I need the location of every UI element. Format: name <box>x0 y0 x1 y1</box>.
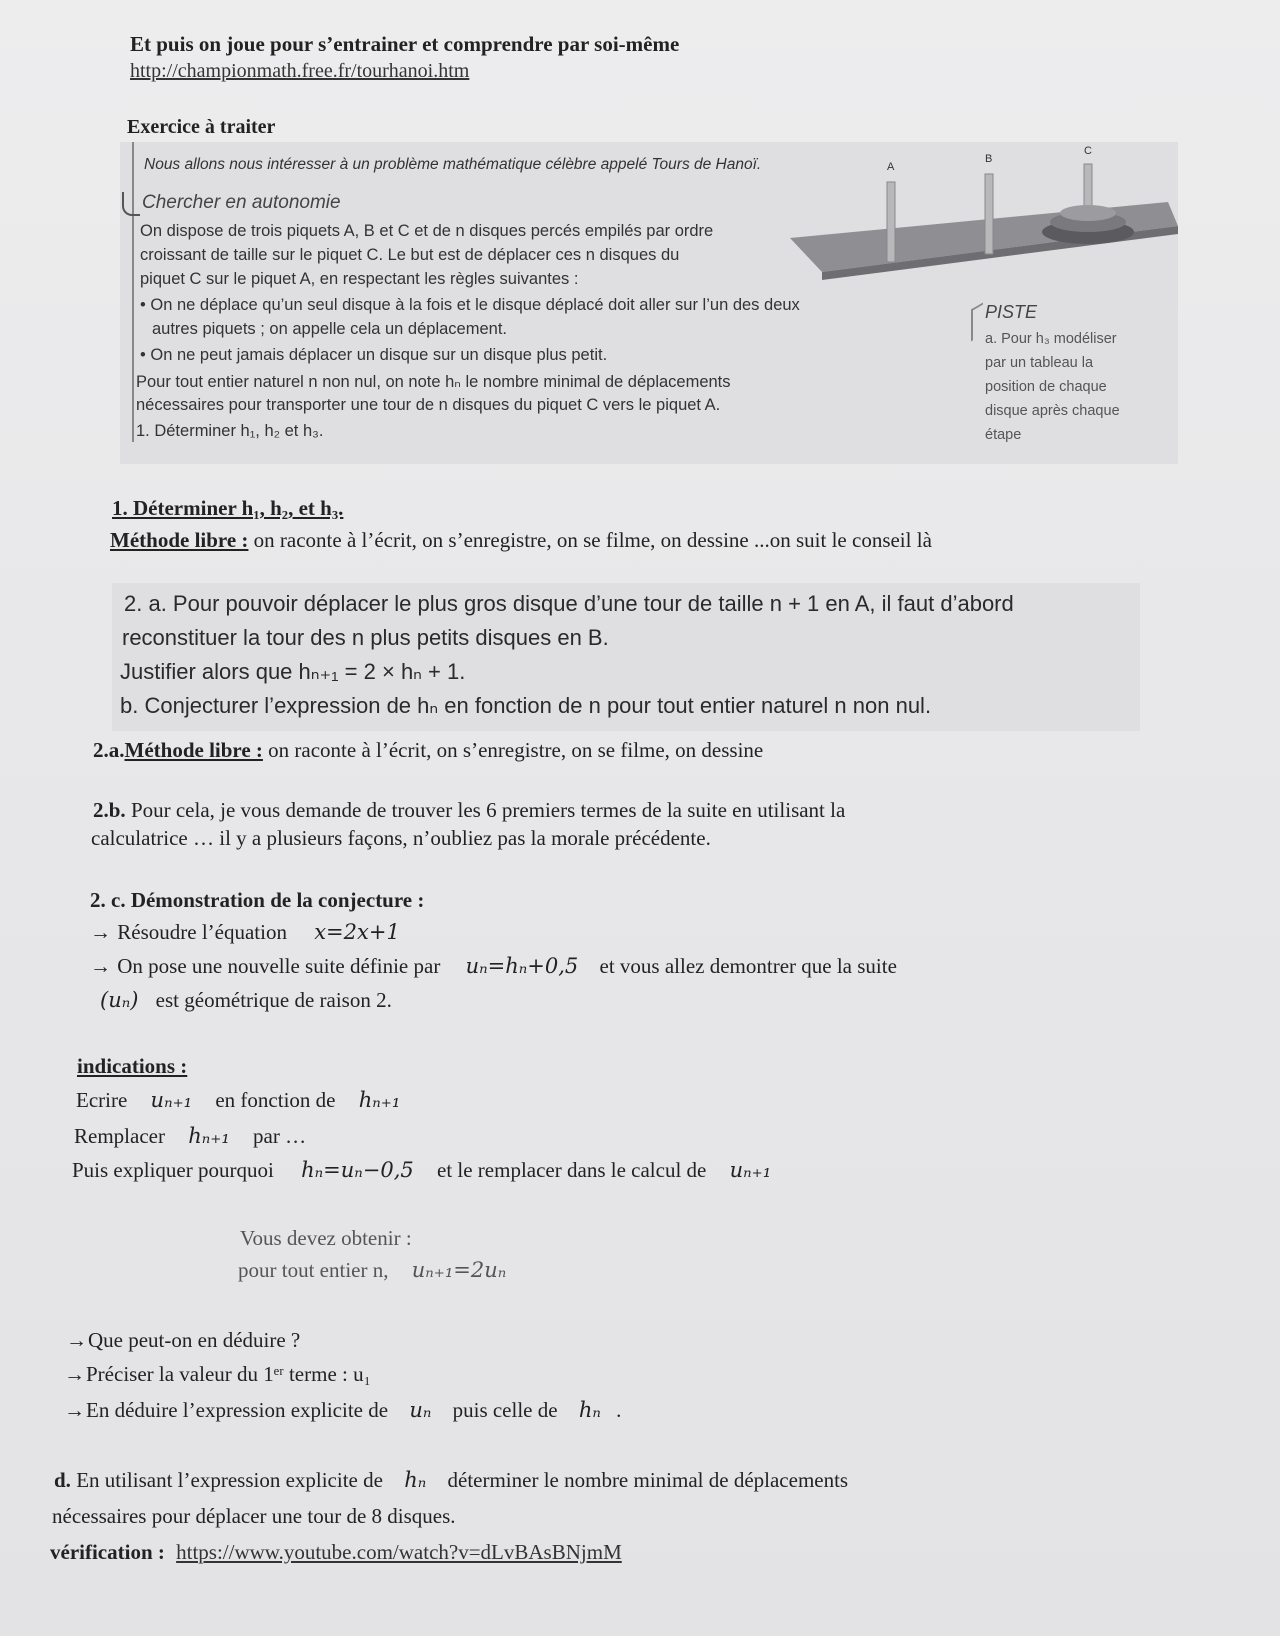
q2c-item-2 <box>90 954 897 979</box>
q1-method-text: on raconte à l’écrit, on s’enregistre, on se filme, on dessine ...on suit le conseil là <box>248 528 932 552</box>
indication-2 <box>74 1124 306 1149</box>
qd-line-1 <box>54 1468 848 1493</box>
disk-small <box>1060 205 1116 221</box>
hanoi-link-line <box>130 60 469 83</box>
conclusion-1-text: Que peut-on en déduire ? <box>88 1328 301 1352</box>
conclusion-3-period: . <box>616 1398 622 1422</box>
q2a-prefix: 2.a. <box>93 738 125 762</box>
indication-3-math: hₙ=uₙ−0,5 <box>301 1158 414 1182</box>
indication-3-math-2: uₙ₊₁ <box>729 1158 772 1182</box>
conclusion-3-text-2: puis celle de <box>452 1398 558 1422</box>
book-rule2: • On ne peut jamais déplacer un disque sur un disque plus petit. <box>140 346 608 364</box>
piste-sidebar <box>985 302 1175 447</box>
q2b-text-1: Pour cela, je vous demande de trouver les 6 premiers termes de la suite en utilisant la <box>125 798 846 822</box>
peg-label-a: A <box>887 161 895 173</box>
arrow-icon: → <box>64 1362 85 1386</box>
indication-3-text-2: et le remplacer dans le calcul de <box>437 1158 707 1182</box>
indication-1-text: Ecrire <box>76 1088 128 1112</box>
arrow-icon: → <box>90 954 111 978</box>
indications-title: indications : <box>77 1054 188 1078</box>
youtube-link[interactable]: https://www.youtube.com/watch?v=dLvBAsBNjmM <box>176 1540 622 1564</box>
qd-text-1: En utilisant l’expression explicite de <box>70 1468 383 1492</box>
q2b-line-2: calculatrice … il y a plusieurs façons, n’oubliez pas la morale précédente. <box>91 826 711 850</box>
section-title: Chercher en autonomie <box>142 192 341 213</box>
expected-result-text: pour tout entier n, <box>238 1258 389 1282</box>
qd-text-2: déterminer le nombre minimal de déplacements <box>447 1468 849 1492</box>
book-rule1-l2: autres piquets ; on appelle cela un déplacement. <box>152 320 507 338</box>
q2c-sequence: (uₙ) <box>100 988 139 1012</box>
indication-2-text-2: par … <box>253 1124 307 1148</box>
q1-title: 1. Déterminer h₁, h₂, et h₃. <box>112 496 344 520</box>
book2-line-1: 2. a. Pour pouvoir déplacer le plus gros disque d’une tour de taille n + 1 en A, il faut d’abord <box>124 591 1014 616</box>
qd-math: hₙ <box>404 1468 427 1492</box>
indication-1-math: uₙ₊₁ <box>150 1088 193 1112</box>
book2-line-2: reconstituer la tour des n plus petits disques en B. <box>122 625 609 650</box>
conclusion-3 <box>64 1398 621 1423</box>
margin-rule <box>132 142 134 442</box>
expected-result <box>238 1258 506 1283</box>
book2-line-3: Justifier alors que hₙ₊₁ = 2 × hₙ + 1. <box>120 659 466 684</box>
q2a-method <box>93 738 763 763</box>
book-p2-l2: nécessaires pour transporter une tour de n disques du piquet C vers le piquet A. <box>136 396 721 414</box>
piste-title: PISTE <box>985 302 1038 322</box>
conclusion-3-text: En déduire l’expression explicite de <box>86 1398 389 1422</box>
book-q1: 1. Déterminer h₁, h₂ et h₃. <box>136 422 324 440</box>
exercise-label: Exercice à traiter <box>127 116 276 138</box>
conclusion-2-text: Préciser la valeur du 1ᵉʳ terme : u₁ <box>86 1362 371 1386</box>
book2-line-4: b. Conjecturer l’expression de hₙ en fonction de n pour tout entier naturel n non nul. <box>120 693 932 718</box>
book-p1-l2: croissant de taille sur le piquet C. Le but est de déplacer ces n disques du <box>140 246 680 264</box>
conclusion-3-math: uₙ <box>409 1398 432 1422</box>
q2a-method-text: on raconte à l’écrit, on s’enregistre, on se filme, on dessine <box>262 738 764 762</box>
conclusion-3-math-2: hₙ <box>578 1398 601 1422</box>
arrow-icon: → <box>66 1328 87 1352</box>
q2b-prefix: 2.b. <box>93 798 126 822</box>
q2c-equation-2: uₙ=hₙ+0,5 <box>465 954 579 978</box>
book-p2-l1: Pour tout entier naturel n non nul, on note hₙ le nombre minimal de déplacements <box>136 373 731 391</box>
q2c-item-1 <box>90 920 400 945</box>
indication-3-text: Puis expliquer pourquoi <box>72 1158 274 1182</box>
conclusion-2 <box>64 1362 371 1387</box>
conclusion-1 <box>66 1328 300 1353</box>
piste-line-3: position de chaque <box>985 379 1107 395</box>
q2b-line-1 <box>93 798 845 823</box>
peg-a <box>887 182 895 262</box>
verification-line <box>50 1540 622 1565</box>
expected-result-equation: uₙ₊₁=2uₙ <box>411 1258 507 1282</box>
piste-line-1: a. Pour h₃ modéliser <box>985 331 1117 347</box>
q1-method-label: Méthode libre : <box>110 528 249 552</box>
q2c-item-1-text: Résoudre l’équation <box>117 920 287 944</box>
section-bracket <box>122 192 140 216</box>
hanoi-link[interactable]: http://championmath.free.fr/tourhanoi.htm <box>130 60 470 82</box>
qd-label: d. <box>54 1468 71 1492</box>
q2c-item-2-cont-text: est géométrique de raison 2. <box>155 988 392 1012</box>
arrow-icon: → <box>64 1398 85 1422</box>
indication-3 <box>72 1158 771 1183</box>
book-p1-l3: piquet C sur le piquet A, en respectant les règles suivantes : <box>140 270 579 288</box>
peg-label-b: B <box>985 153 993 165</box>
indication-2-text: Remplacer <box>74 1124 165 1148</box>
piste-line-5: étape <box>985 427 1022 443</box>
book-rule1-l1: • On ne déplace qu’un seul disque à la fois et le disque déplacé doit aller sur l’un des deux <box>140 296 800 314</box>
q2c-title: 2. c. Démonstration de la conjecture : <box>90 888 425 912</box>
arrow-icon: → <box>90 920 111 944</box>
q2c-equation-1: x=2x+1 <box>314 920 400 944</box>
q2c-item-2-end: et vous allez demontrer que la suite <box>599 954 897 978</box>
book-p1-l1: On dispose de trois piquets A, B et C et de n disques percés empilés par ordre <box>140 222 714 240</box>
peg-b <box>985 174 993 254</box>
q2c-item-2-text: On pose une nouvelle suite définie par <box>117 954 441 978</box>
expected-result-label: Vous devez obtenir : <box>240 1226 412 1250</box>
indication-1 <box>76 1088 400 1113</box>
indication-1-text-2: en fonction de <box>215 1088 336 1112</box>
piste-line-2: par un tableau la <box>985 355 1094 371</box>
verification-label: vérification : <box>50 1540 165 1564</box>
page-title: Et puis on joue pour s’entrainer et comprendre par soi-même <box>130 32 680 56</box>
hanoi-tower-illustration <box>780 142 1180 302</box>
peg-label-c: C <box>1084 145 1092 157</box>
textbook-excerpt-2 <box>112 583 1140 731</box>
q2c-item-2-cont <box>100 988 392 1013</box>
indication-2-math: hₙ₊₁ <box>188 1124 230 1148</box>
piste-line-4: disque après chaque <box>985 403 1120 419</box>
qd-line-2: nécessaires pour déplacer une tour de 8 disques. <box>52 1504 456 1528</box>
q1-method <box>110 528 932 553</box>
indication-1-math-2: hₙ₊₁ <box>358 1088 401 1112</box>
intro-text: Nous allons nous intéresser à un problème mathématique célèbre appelé Tours de Hanoï. <box>144 156 762 173</box>
q2a-method-label: Méthode libre : <box>124 738 263 762</box>
